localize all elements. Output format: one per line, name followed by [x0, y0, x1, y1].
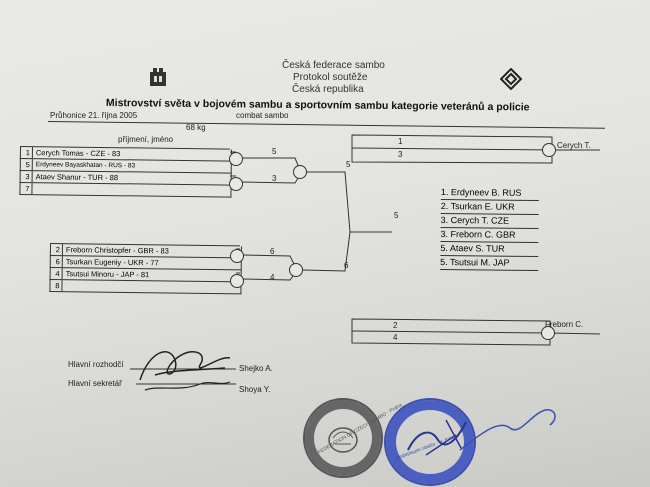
stamp-signature-icon — [455, 400, 565, 460]
championship-title: Mistrovství světa v bojovém sambu a sportovním sambu kategorie veteránů a policie — [105, 97, 530, 114]
repechage-row-number: 4 — [393, 333, 398, 342]
standing-item: 2. Tsurkan E. UKR — [441, 200, 539, 215]
repechage-row-number: 3 — [398, 150, 403, 159]
pool-a-winner: 5 — [346, 160, 351, 169]
bout-circle — [230, 249, 244, 263]
standing-item: 3. Freborn C. GBR — [440, 228, 538, 243]
secretary-label: Hlavní sekretář — [68, 379, 122, 388]
pool-b-row: 6 Tsurkan Eugeniy - UKR - 77 — [50, 256, 242, 270]
federation-name: Česká federace sambo — [282, 60, 385, 71]
location-date: Průhonice 21. října 2005 — [50, 111, 138, 120]
standing-item: 1. Erdyneev B. RUS — [441, 186, 539, 201]
bout-circle — [542, 143, 556, 157]
repechage-top-winner: Cerych T. — [557, 141, 591, 150]
name-column-header: příjmení, jméno — [118, 135, 174, 144]
referee-label: Hlavní rozhodčí — [68, 360, 124, 369]
bout-circle — [230, 274, 244, 288]
bout-result-a2: 3 — [272, 174, 277, 183]
bout-result-b2: 4 — [270, 273, 275, 282]
pool-b-row: 2 Freborn Christopfer - GBR - 83 — [50, 244, 242, 258]
final-standings — [440, 186, 539, 271]
bout-result-a1: 5 — [272, 147, 277, 156]
bout-result-b1: 6 — [270, 247, 275, 256]
pool-b-row: 4 Tsutsui Minoru - JAP - 81 — [50, 268, 242, 282]
standing-item: 5. Tsutsui M. JAP — [440, 256, 538, 271]
repechage-bottom-winner: Freborn C. — [545, 320, 584, 329]
right-stamp-text: Федерация самбо · м. Київ — [394, 434, 456, 462]
standing-item: 5. Ataev S. TUR — [440, 242, 538, 257]
weight-category: 68 kg — [186, 123, 206, 132]
bout-circle — [229, 152, 243, 166]
combat-style: combat sambo — [236, 111, 289, 120]
bout-circle — [289, 263, 303, 277]
pool-a-row: 3 Ataev Shanur - TUR - 88 — [20, 171, 232, 186]
country-name: Česká republika — [292, 84, 364, 95]
pool-a-row: 5 Erdyneev Bayaskhatan - RUS - 83 — [20, 159, 232, 174]
standing-item: 3. Cerych T. CZE — [441, 214, 539, 229]
pool-b-row: 8 — [49, 280, 241, 294]
repechage-row-number: 1 — [398, 137, 403, 146]
referee-name: Shejko A. — [239, 364, 273, 373]
pool-a-row: 1 Cerych Tomas - CZE - 83 — [20, 147, 232, 162]
repechage-row-number: 2 — [393, 321, 398, 330]
final-winner: 5 — [394, 211, 399, 220]
bout-circle — [229, 177, 243, 191]
pool-b-winner: 6 — [344, 261, 349, 270]
pool-a-row: 7 — [19, 183, 231, 198]
secretary-name: Shoya Y. — [239, 385, 271, 394]
referee-signature-icon — [130, 340, 240, 400]
protocol-title: Protokol soutěže — [293, 72, 368, 83]
left-stamp-text: FEDERATION OF CZECH SAMBO · Praha — [316, 402, 404, 456]
bout-circle — [293, 165, 307, 179]
